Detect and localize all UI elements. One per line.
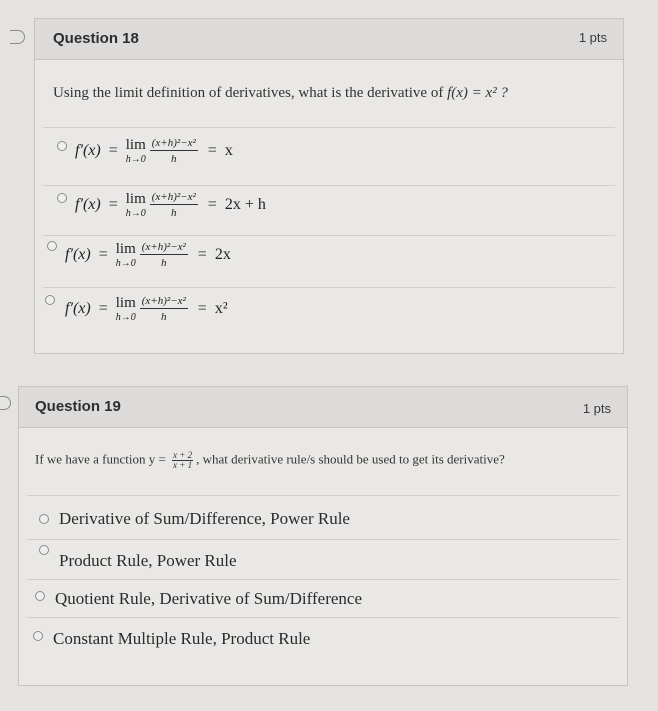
- frac-den: h: [161, 311, 167, 323]
- lim-sub: h→0: [115, 311, 136, 323]
- q19-option-b-label[interactable]: Product Rule, Power Rule: [59, 551, 237, 570]
- equals-sign: =: [207, 196, 217, 213]
- divider: [43, 287, 615, 288]
- limit: [126, 192, 146, 219]
- derivative-lhs: f′(x): [65, 300, 91, 317]
- derivative-lhs: f′(x): [65, 246, 91, 263]
- lim-sub: h→0: [125, 153, 146, 165]
- limit: [116, 296, 136, 323]
- frac-num: (x+h)²−x²: [141, 295, 186, 307]
- derivative-lhs: f′(x): [75, 142, 101, 159]
- question-18-header: [35, 19, 623, 60]
- q18-option-d-rhs: x²: [214, 300, 228, 317]
- fraction-numerator: x + 2: [173, 450, 193, 460]
- q18-option-c-rhs: 2x: [214, 246, 231, 263]
- divider: [27, 495, 619, 496]
- equals-sign: =: [108, 196, 118, 213]
- question-18-function: f(x) = x² ?: [447, 85, 508, 101]
- q18-option-b[interactable]: [75, 191, 266, 219]
- question-18-prompt-text: Using the limit definition of derivatives, what is the derivative of: [53, 85, 444, 101]
- q19-option-b-radio[interactable]: [39, 545, 49, 555]
- lim-word: lim: [115, 294, 136, 311]
- q19-option-d-label[interactable]: Constant Multiple Rule, Product Rule: [53, 629, 311, 648]
- frac-den: h: [171, 207, 177, 219]
- lim-word: lim: [115, 240, 136, 257]
- frac-num: (x+h)²−x²: [151, 191, 196, 203]
- q19-option-a-radio[interactable]: [39, 514, 49, 524]
- equals-sign: =: [108, 142, 118, 159]
- question-19-prompt-before: If we have a function y =: [35, 451, 166, 467]
- divider: [27, 617, 619, 618]
- equals-sign: =: [197, 300, 207, 317]
- frac-num: (x+h)²−x²: [141, 241, 186, 253]
- q18-option-a-radio[interactable]: [57, 141, 67, 151]
- equals-sign: =: [207, 142, 217, 159]
- lim-word: lim: [125, 190, 146, 207]
- equals-sign: =: [197, 246, 207, 263]
- difference-quotient: [150, 191, 198, 219]
- limit: [126, 138, 146, 165]
- lim-sub: h→0: [115, 257, 136, 269]
- question-18-title: Question 18: [53, 30, 139, 47]
- question-18-points: 1 pts: [578, 30, 607, 45]
- question-18-flag-marker[interactable]: [10, 30, 25, 44]
- question-19-card: [18, 386, 628, 686]
- question-18-card: [34, 18, 624, 354]
- derivative-lhs: f′(x): [75, 196, 101, 213]
- q18-option-d[interactable]: [65, 295, 228, 323]
- question-19-flag-marker[interactable]: [0, 396, 11, 410]
- q19-option-c-label[interactable]: Quotient Rule, Derivative of Sum/Difference: [55, 589, 363, 608]
- lim-sub: h→0: [125, 207, 146, 219]
- divider: [43, 235, 615, 236]
- lim-word: lim: [125, 136, 146, 153]
- question-19-header: [19, 387, 627, 428]
- difference-quotient: [140, 241, 188, 269]
- q19-option-d-radio[interactable]: [33, 631, 43, 641]
- difference-quotient: [150, 137, 198, 165]
- question-19-fraction: [172, 451, 193, 470]
- limit: [116, 242, 136, 269]
- q19-option-a-label[interactable]: Derivative of Sum/Difference, Power Rule: [59, 509, 350, 528]
- equals-sign: =: [98, 300, 108, 317]
- fraction-denominator: x + 1: [173, 460, 193, 470]
- divider: [43, 185, 615, 186]
- frac-den: h: [171, 153, 177, 165]
- difference-quotient: [140, 295, 188, 323]
- divider: [27, 579, 619, 580]
- question-19-title: Question 19: [35, 398, 121, 415]
- question-18-prompt: [53, 85, 508, 102]
- q19-option-c-radio[interactable]: [35, 591, 45, 601]
- frac-num: (x+h)²−x²: [151, 137, 196, 149]
- divider: [27, 539, 619, 540]
- q18-option-d-radio[interactable]: [45, 295, 55, 305]
- question-19-prompt-after: , what derivative rule/s should be used to get its derivative?: [196, 451, 505, 467]
- question-19-points: 1 pts: [582, 401, 611, 416]
- q18-option-b-radio[interactable]: [57, 193, 67, 203]
- q18-option-c-radio[interactable]: [47, 241, 57, 251]
- question-19-prompt: [35, 451, 505, 470]
- q18-option-a-rhs: x: [224, 142, 233, 159]
- q18-option-a[interactable]: [75, 137, 233, 165]
- q18-option-b-rhs: 2x + h: [224, 196, 266, 213]
- equals-sign: =: [98, 246, 108, 263]
- frac-den: h: [161, 257, 167, 269]
- divider: [43, 127, 615, 128]
- q18-option-c[interactable]: [65, 241, 231, 269]
